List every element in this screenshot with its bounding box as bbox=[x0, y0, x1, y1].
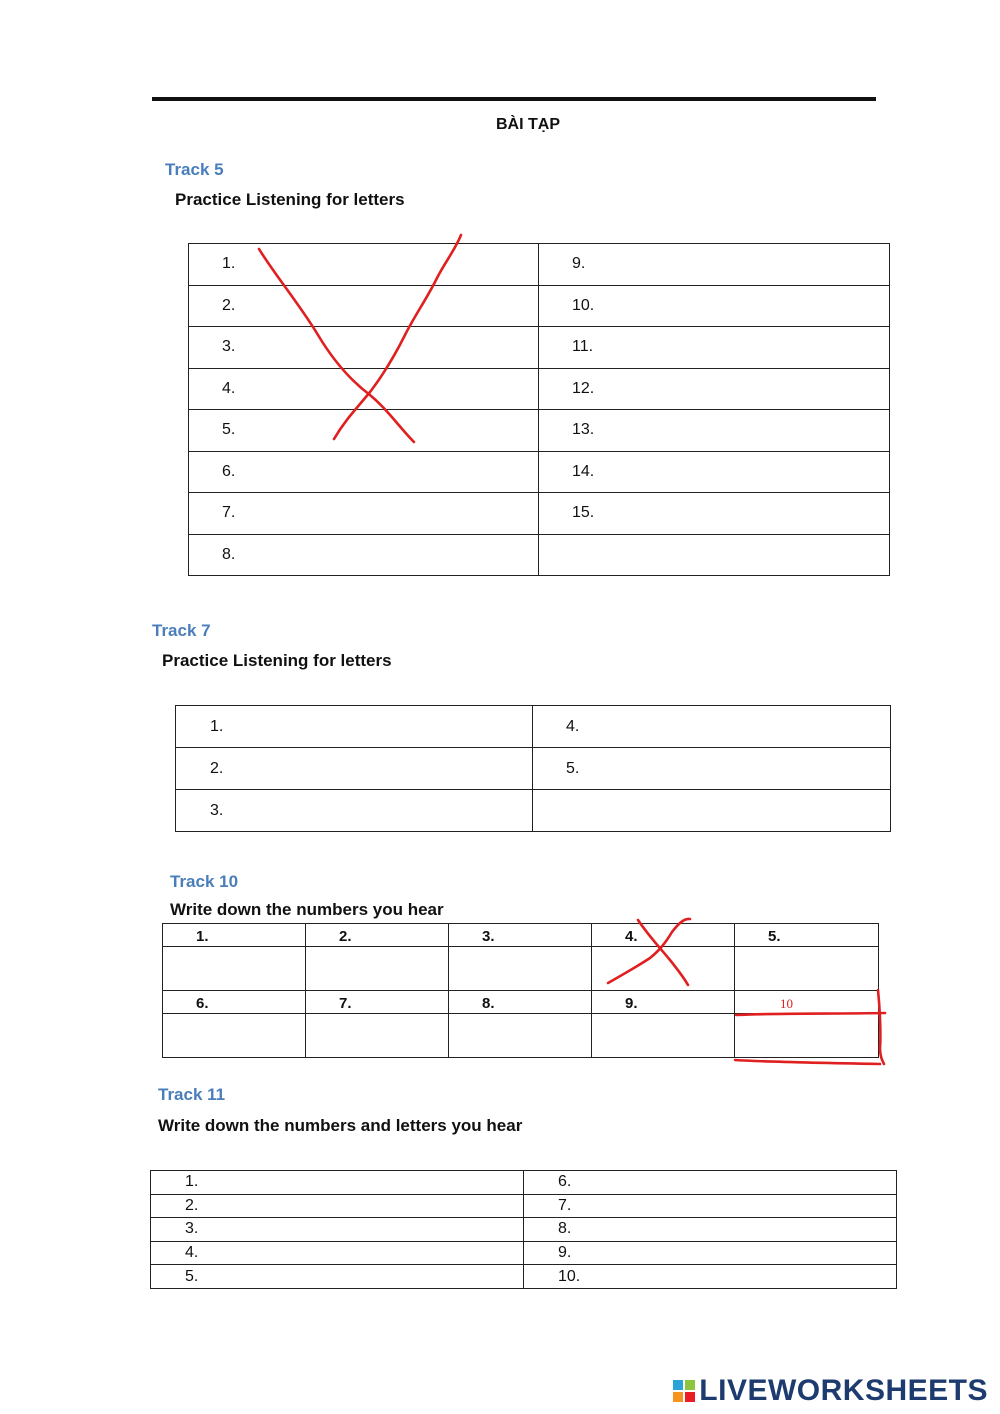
page-title: BÀI TẠP bbox=[496, 116, 560, 133]
track7-table bbox=[175, 705, 891, 832]
track11-title: Track 11 bbox=[158, 1085, 226, 1104]
track10-number-label: 4. bbox=[592, 924, 735, 947]
track7-title: Track 7 bbox=[152, 621, 211, 640]
track10-answer-cell[interactable] bbox=[163, 1014, 306, 1058]
track5-answer-cell[interactable]: 1. bbox=[189, 244, 539, 286]
track5-row bbox=[189, 451, 890, 493]
track7-row bbox=[176, 748, 891, 790]
track7-row bbox=[176, 790, 891, 832]
track5-answer-cell[interactable]: 2. bbox=[189, 285, 539, 327]
track10-answer-cell[interactable] bbox=[306, 947, 449, 991]
logo-mark bbox=[673, 1380, 695, 1402]
track10-number-label: 2. bbox=[306, 924, 449, 947]
track5-row bbox=[189, 244, 890, 286]
track10-number-label: 6. bbox=[163, 991, 306, 1014]
track5-row bbox=[189, 410, 890, 452]
track11-answer-cell[interactable]: 10. bbox=[524, 1265, 897, 1289]
track5-row bbox=[189, 493, 890, 535]
track10-answer-cell[interactable] bbox=[592, 947, 735, 991]
track7-answer-cell[interactable]: 3. bbox=[176, 790, 533, 832]
track11-answer-cell[interactable]: 9. bbox=[524, 1241, 897, 1265]
track11-answer-cell[interactable]: 1. bbox=[151, 1171, 524, 1195]
track7-answer-cell[interactable]: 1. bbox=[176, 706, 533, 748]
track5-answer-cell[interactable]: 7. bbox=[189, 493, 539, 535]
track10-number-label: 7. bbox=[306, 991, 449, 1014]
track5-answer-cell[interactable] bbox=[539, 534, 890, 576]
track5-answer-cell[interactable]: 14. bbox=[539, 451, 890, 493]
box-stroke bbox=[735, 1060, 880, 1064]
track5-row bbox=[189, 285, 890, 327]
track5-answer-cell[interactable]: 6. bbox=[189, 451, 539, 493]
track7-row bbox=[176, 706, 891, 748]
track5-answer-cell[interactable]: 11. bbox=[539, 327, 890, 369]
liveworksheets-logo bbox=[673, 1374, 988, 1408]
track11-row bbox=[151, 1171, 897, 1195]
track11-answer-cell[interactable]: 2. bbox=[151, 1194, 524, 1218]
track5-answer-cell[interactable]: 3. bbox=[189, 327, 539, 369]
top-rule bbox=[152, 97, 876, 101]
track11-answer-cell[interactable]: 8. bbox=[524, 1218, 897, 1242]
track11-answer-cell[interactable]: 6. bbox=[524, 1171, 897, 1195]
track10-answer-row bbox=[163, 1014, 879, 1058]
track5-answer-cell[interactable]: 8. bbox=[189, 534, 539, 576]
track11-answer-cell[interactable]: 5. bbox=[151, 1265, 524, 1289]
track10-answer-row bbox=[163, 947, 879, 991]
track5-row bbox=[189, 327, 890, 369]
track7-instruction: Practice Listening for letters bbox=[162, 651, 392, 670]
track5-answer-cell[interactable]: 5. bbox=[189, 410, 539, 452]
track10-instruction: Write down the numbers you hear bbox=[170, 900, 444, 919]
track5-instruction: Practice Listening for letters bbox=[175, 190, 405, 209]
track5-answer-cell[interactable]: 10. bbox=[539, 285, 890, 327]
track5-answer-cell[interactable]: 13. bbox=[539, 410, 890, 452]
track7-answer-cell[interactable]: 5. bbox=[533, 748, 891, 790]
track5-row bbox=[189, 368, 890, 410]
track5-title: Track 5 bbox=[165, 160, 224, 179]
track11-table bbox=[150, 1170, 897, 1289]
track10-number-label bbox=[735, 991, 879, 1014]
track5-answer-cell[interactable]: 9. bbox=[539, 244, 890, 286]
track7-answer-cell[interactable]: 2. bbox=[176, 748, 533, 790]
track11-answer-cell[interactable]: 7. bbox=[524, 1194, 897, 1218]
track5-table bbox=[188, 243, 890, 576]
track10-answer-cell[interactable] bbox=[163, 947, 306, 991]
track11-row bbox=[151, 1218, 897, 1242]
track11-row bbox=[151, 1265, 897, 1289]
track10-answer-cell[interactable] bbox=[449, 947, 592, 991]
track5-answer-cell[interactable]: 4. bbox=[189, 368, 539, 410]
track5-answer-cell[interactable]: 12. bbox=[539, 368, 890, 410]
track10-answer-cell[interactable] bbox=[735, 1014, 879, 1058]
track11-row bbox=[151, 1241, 897, 1265]
track11-answer-cell[interactable]: 4. bbox=[151, 1241, 524, 1265]
track5-answer-cell[interactable]: 15. bbox=[539, 493, 890, 535]
track10-answer-cell[interactable] bbox=[592, 1014, 735, 1058]
track10-number-row bbox=[163, 991, 879, 1014]
track10-answer-cell[interactable] bbox=[306, 1014, 449, 1058]
track10-number-row bbox=[163, 924, 879, 947]
track11-instruction: Write down the numbers and letters you hear bbox=[158, 1116, 523, 1135]
track10-title: Track 10 bbox=[170, 872, 239, 891]
track5-row bbox=[189, 534, 890, 576]
track7-answer-cell[interactable]: 4. bbox=[533, 706, 891, 748]
track10-table bbox=[162, 923, 879, 1058]
track10-number-label: 5. bbox=[735, 924, 879, 947]
track10-number-label: 9. bbox=[592, 991, 735, 1014]
track10-answer-cell[interactable] bbox=[735, 947, 879, 991]
handwritten-number: 10 bbox=[780, 996, 793, 1011]
track10-answer-cell[interactable] bbox=[449, 1014, 592, 1058]
logo-text: LIVEWORKSHEETS bbox=[699, 1374, 988, 1407]
track10-number-label: 8. bbox=[449, 991, 592, 1014]
track11-answer-cell[interactable]: 3. bbox=[151, 1218, 524, 1242]
track7-answer-cell[interactable] bbox=[533, 790, 891, 832]
track10-number-label: 1. bbox=[163, 924, 306, 947]
track11-row bbox=[151, 1194, 897, 1218]
track10-number-label: 3. bbox=[449, 924, 592, 947]
